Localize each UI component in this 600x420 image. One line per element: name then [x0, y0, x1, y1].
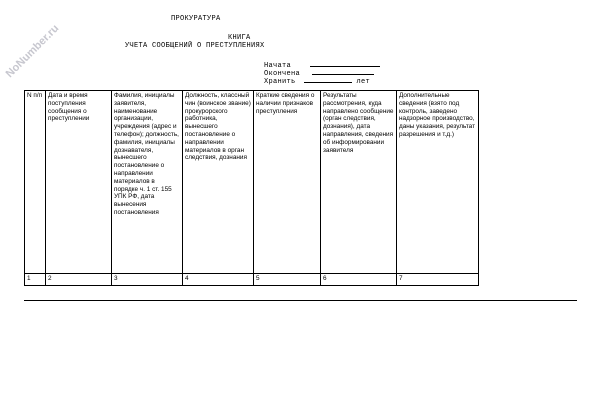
header-cell: Должность, классный чин (воинское звание) прокурорского работника, вынесшего постановление о направлении материалов в орган следствия, дознания [183, 91, 254, 274]
header-cell: Результаты рассмотрения, куда направлено сообщение (орган следствия, дознания), дата направления, сведения об информировании заявителя [321, 91, 397, 274]
watermark-text: NoNumber.ru [3, 22, 62, 81]
column-number: 7 [397, 274, 479, 286]
book-title: КНИГА [228, 34, 251, 42]
stored-row [264, 76, 370, 86]
header-cell: Дополнительные сведения (взято под контроль, заведено надзорное производство, даны указания, результат разрешения и т.д.) [397, 91, 479, 274]
column-number: 5 [254, 274, 321, 286]
stored-label: Хранить [264, 78, 296, 86]
header-cell: N п/п [25, 91, 46, 274]
header-cell: Дата и время поступления сообщения о преступлении [46, 91, 112, 274]
column-number: 6 [321, 274, 397, 286]
book-subtitle: УЧЕТА СООБЩЕНИЙ О ПРЕСТУПЛЕНИЯХ [125, 42, 265, 50]
column-number: 4 [183, 274, 254, 286]
finished-field[interactable] [312, 68, 374, 75]
journal-table [24, 90, 479, 286]
organization-title: ПРОКУРАТУРА [171, 15, 221, 23]
column-number: 3 [112, 274, 183, 286]
header-cell: Фамилия, инициалы заявителя, наименование организации, учреждения (адрес и телефон); должность, фамилия, инициалы дознавателя, вынесшего постановление о направлении материалов в порядке ч. 1 ст. 155 УПК РФ, дата вынесения постановления [112, 91, 183, 274]
table-number-row [25, 274, 479, 286]
started-label: Начата [264, 62, 292, 70]
stored-years-field[interactable] [304, 76, 352, 83]
finished-label: Окончена [264, 70, 301, 78]
table-header-row [25, 91, 479, 274]
years-label: лет [356, 78, 371, 86]
header-cell: Краткие сведения о наличии признаков преступления [254, 91, 321, 274]
column-number: 1 [25, 274, 46, 286]
watermark-logo [2, 4, 84, 86]
started-field[interactable] [310, 60, 380, 67]
bottom-divider [24, 300, 577, 301]
column-number: 2 [46, 274, 112, 286]
